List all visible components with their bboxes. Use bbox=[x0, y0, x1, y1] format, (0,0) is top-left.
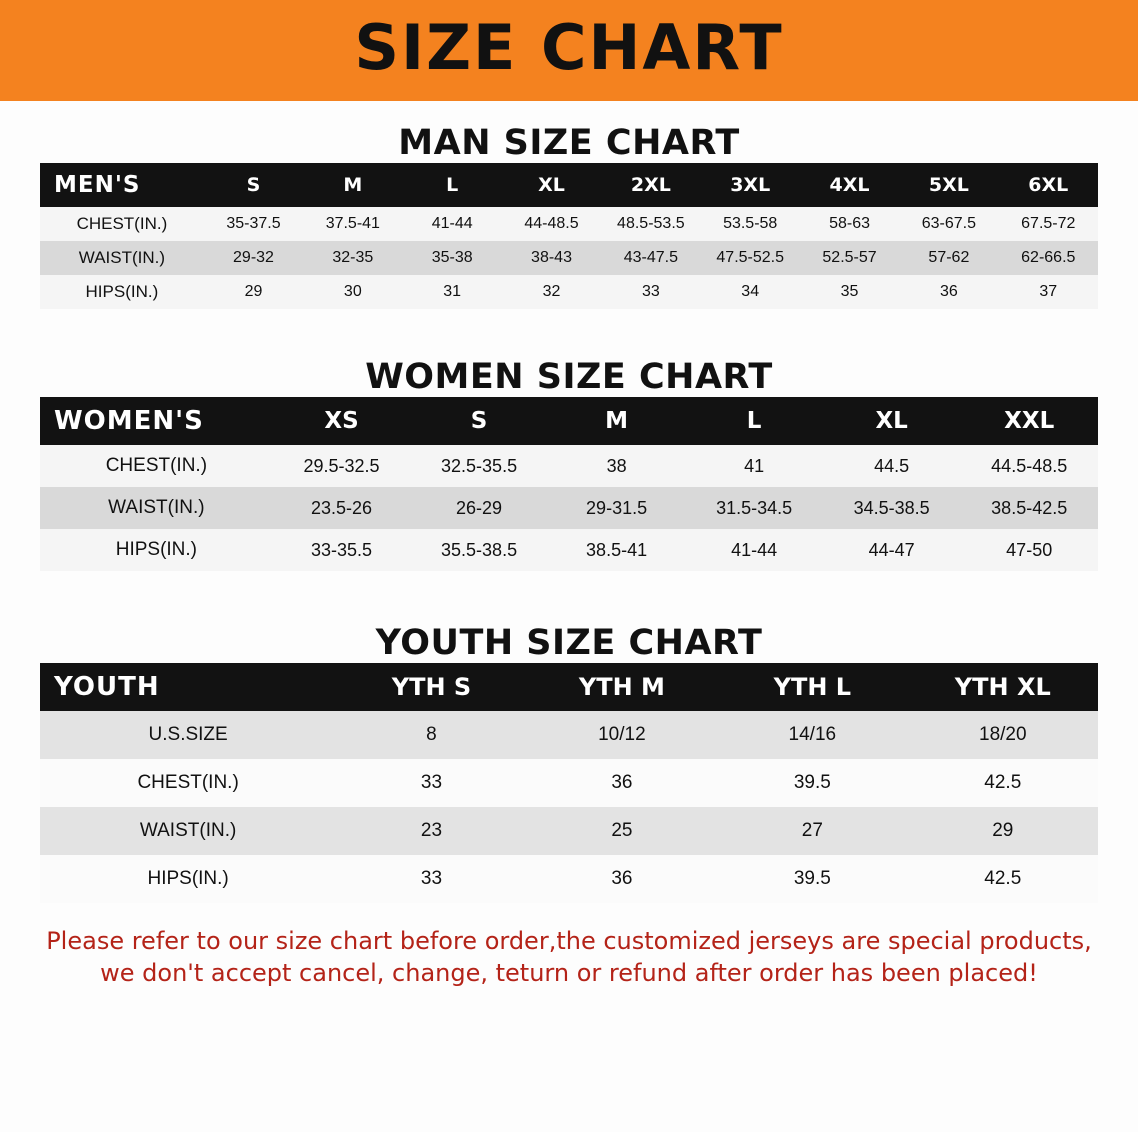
table-cell: 41 bbox=[685, 445, 823, 487]
table-cell: 57-62 bbox=[899, 241, 998, 275]
table-header-row bbox=[40, 663, 1098, 711]
table-cell: 37.5-41 bbox=[303, 207, 402, 241]
table-cell: 29-32 bbox=[204, 241, 303, 275]
table-cell: 38.5-41 bbox=[548, 529, 686, 571]
policy-note-line-2: we don't accept cancel, change, teturn or refund after order has been placed! bbox=[100, 959, 1038, 988]
table-cell: 39.5 bbox=[717, 759, 907, 807]
table-header-cell: S bbox=[410, 397, 548, 445]
table-cell: 14/16 bbox=[717, 711, 907, 759]
table-row bbox=[40, 855, 1098, 903]
table-header-row bbox=[40, 163, 1098, 207]
table-header-cell: M bbox=[548, 397, 686, 445]
table-row bbox=[40, 711, 1098, 759]
table-header-cell: XS bbox=[273, 397, 411, 445]
man-table-wrapper bbox=[0, 163, 1138, 309]
youth-section-heading: YOUTH SIZE CHART bbox=[375, 623, 763, 663]
policy-note bbox=[34, 925, 1104, 990]
table-header-cell: L bbox=[403, 163, 502, 207]
table-cell: 33 bbox=[601, 275, 700, 309]
table-row bbox=[40, 759, 1098, 807]
table-cell: 41-44 bbox=[403, 207, 502, 241]
table-cell: 33 bbox=[336, 759, 526, 807]
table-header-cell: XL bbox=[823, 397, 961, 445]
table-header-cell: YTH M bbox=[527, 663, 717, 711]
table-cell: 36 bbox=[899, 275, 998, 309]
women-size-table bbox=[40, 397, 1098, 571]
table-row bbox=[40, 275, 1098, 309]
policy-note-line-1: Please refer to our size chart before order,the customized jerseys are special products, bbox=[46, 927, 1092, 955]
table-cell: 37 bbox=[999, 275, 1098, 309]
table-cell: 58-63 bbox=[800, 207, 899, 241]
table-cell: 44.5-48.5 bbox=[960, 445, 1098, 487]
youth-size-table bbox=[40, 663, 1098, 903]
table-cell: 29-31.5 bbox=[548, 487, 686, 529]
table-cell: 29 bbox=[204, 275, 303, 309]
table-cell: 29 bbox=[908, 807, 1098, 855]
table-cell: 38-43 bbox=[502, 241, 601, 275]
row-label: CHEST(IN.) bbox=[40, 759, 336, 807]
table-cell: 30 bbox=[303, 275, 402, 309]
table-row bbox=[40, 241, 1098, 275]
table-cell: 36 bbox=[527, 759, 717, 807]
youth-table-wrapper bbox=[0, 663, 1138, 903]
table-cell: 35.5-38.5 bbox=[410, 529, 548, 571]
table-header-cell: YTH L bbox=[717, 663, 907, 711]
table-cell: 39.5 bbox=[717, 855, 907, 903]
table-header-row bbox=[40, 397, 1098, 445]
table-cell: 42.5 bbox=[908, 759, 1098, 807]
table-cell: 48.5-53.5 bbox=[601, 207, 700, 241]
man-section-heading: MAN SIZE CHART bbox=[398, 123, 740, 163]
row-label: CHEST(IN.) bbox=[40, 207, 204, 241]
page-title: SIZE CHART bbox=[354, 10, 784, 84]
women-section-heading: WOMEN SIZE CHART bbox=[365, 357, 773, 397]
table-header-cell: 3XL bbox=[701, 163, 800, 207]
table-cell: 35-37.5 bbox=[204, 207, 303, 241]
table-cell: 53.5-58 bbox=[701, 207, 800, 241]
table-header-cell: S bbox=[204, 163, 303, 207]
table-row bbox=[40, 445, 1098, 487]
table-cell: 33-35.5 bbox=[273, 529, 411, 571]
table-cell: 25 bbox=[527, 807, 717, 855]
table-cell: 29.5-32.5 bbox=[273, 445, 411, 487]
table-cell: 44.5 bbox=[823, 445, 961, 487]
table-cell: 23.5-26 bbox=[273, 487, 411, 529]
table-cell: 47.5-52.5 bbox=[701, 241, 800, 275]
table-cell: 8 bbox=[336, 711, 526, 759]
table-cell: 35-38 bbox=[403, 241, 502, 275]
table-cell: 41-44 bbox=[685, 529, 823, 571]
table-cell: 35 bbox=[800, 275, 899, 309]
table-cell: 31 bbox=[403, 275, 502, 309]
table-cell: 27 bbox=[717, 807, 907, 855]
table-header-cell: XL bbox=[502, 163, 601, 207]
page-banner bbox=[0, 0, 1138, 101]
table-header-cell: 4XL bbox=[800, 163, 899, 207]
table-cell: 43-47.5 bbox=[601, 241, 700, 275]
table-header-cell: 6XL bbox=[999, 163, 1098, 207]
table-cell: 10/12 bbox=[527, 711, 717, 759]
row-label: U.S.SIZE bbox=[40, 711, 336, 759]
table-header-cell: XXL bbox=[960, 397, 1098, 445]
table-cell: 32 bbox=[502, 275, 601, 309]
row-label: HIPS(IN.) bbox=[40, 275, 204, 309]
table-cell: 44-48.5 bbox=[502, 207, 601, 241]
table-header-cell: WOMEN'S bbox=[40, 397, 273, 445]
table-row bbox=[40, 487, 1098, 529]
row-label: WAIST(IN.) bbox=[40, 807, 336, 855]
man-size-table bbox=[40, 163, 1098, 309]
table-cell: 18/20 bbox=[908, 711, 1098, 759]
table-cell: 32-35 bbox=[303, 241, 402, 275]
table-cell: 38 bbox=[548, 445, 686, 487]
table-cell: 32.5-35.5 bbox=[410, 445, 548, 487]
table-cell: 44-47 bbox=[823, 529, 961, 571]
table-header-cell: YOUTH bbox=[40, 663, 336, 711]
table-cell: 36 bbox=[527, 855, 717, 903]
table-header-cell: M bbox=[303, 163, 402, 207]
table-cell: 47-50 bbox=[960, 529, 1098, 571]
table-cell: 33 bbox=[336, 855, 526, 903]
row-label: HIPS(IN.) bbox=[40, 855, 336, 903]
table-cell: 63-67.5 bbox=[899, 207, 998, 241]
table-cell: 23 bbox=[336, 807, 526, 855]
table-row bbox=[40, 807, 1098, 855]
table-header-cell: MEN'S bbox=[40, 163, 204, 207]
table-cell: 38.5-42.5 bbox=[960, 487, 1098, 529]
row-label: WAIST(IN.) bbox=[40, 241, 204, 275]
table-row bbox=[40, 207, 1098, 241]
row-label: HIPS(IN.) bbox=[40, 529, 273, 571]
table-cell: 31.5-34.5 bbox=[685, 487, 823, 529]
table-header-cell: L bbox=[685, 397, 823, 445]
table-cell: 34 bbox=[701, 275, 800, 309]
table-cell: 67.5-72 bbox=[999, 207, 1098, 241]
table-header-cell: YTH S bbox=[336, 663, 526, 711]
table-header-cell: YTH XL bbox=[908, 663, 1098, 711]
table-cell: 34.5-38.5 bbox=[823, 487, 961, 529]
table-row bbox=[40, 529, 1098, 571]
row-label: CHEST(IN.) bbox=[40, 445, 273, 487]
row-label: WAIST(IN.) bbox=[40, 487, 273, 529]
table-cell: 52.5-57 bbox=[800, 241, 899, 275]
table-header-cell: 2XL bbox=[601, 163, 700, 207]
table-cell: 62-66.5 bbox=[999, 241, 1098, 275]
table-cell: 26-29 bbox=[410, 487, 548, 529]
table-header-cell: 5XL bbox=[899, 163, 998, 207]
women-table-wrapper bbox=[0, 397, 1138, 571]
table-cell: 42.5 bbox=[908, 855, 1098, 903]
